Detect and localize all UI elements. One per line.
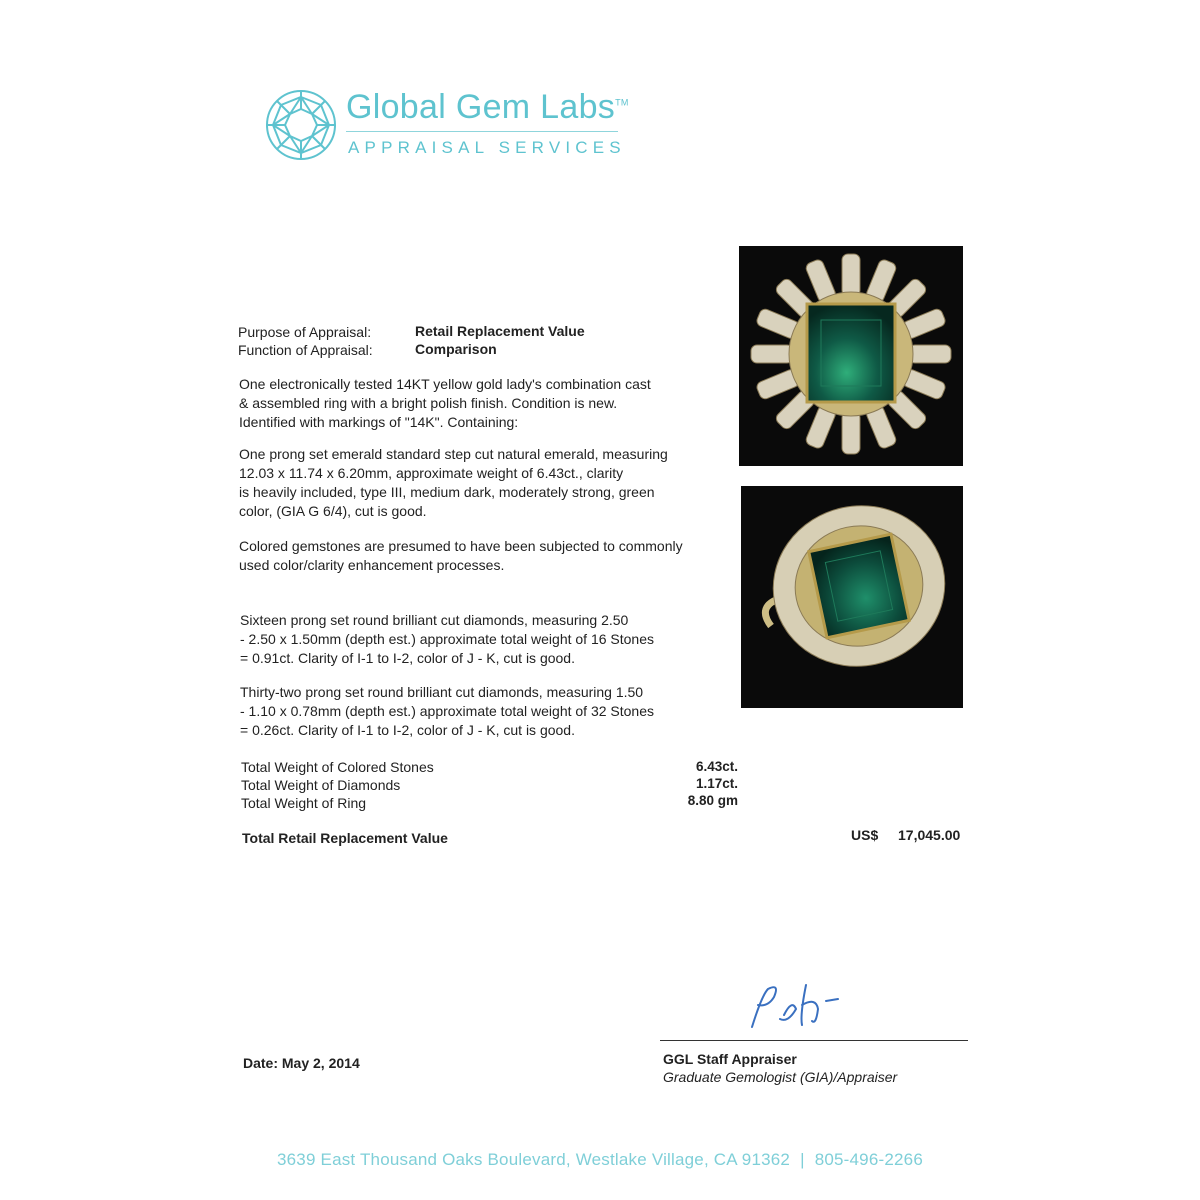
- appraiser-title: GGL Staff Appraiser: [663, 1051, 797, 1067]
- total-diamonds-label: Total Weight of Diamonds: [241, 777, 401, 793]
- purpose-label: Purpose of Appraisal:: [238, 324, 372, 340]
- footer-address: 3639 East Thousand Oaks Boulevard, Westlake Village, CA 91362: [277, 1150, 791, 1169]
- appraisal-date: Date: May 2, 2014: [243, 1055, 360, 1071]
- replacement-value-label: Total Retail Replacement Value: [242, 830, 448, 846]
- trademark: TM: [615, 97, 629, 108]
- brand-divider: [346, 131, 618, 132]
- diamonds-16-description: Sixteen prong set round brilliant cut diamonds, measuring 2.50 - 2.50 x 1.50mm (depth est.) approximate total weight of 16 Stones = 0.91ct. Clarity of I-1 to I-2, color of J - K, cut is good.: [240, 612, 654, 666]
- currency-label: US$: [851, 827, 879, 843]
- brand-subtitle: APPRAISAL SERVICES: [348, 138, 626, 157]
- total-colored-value: 6.43ct.: [695, 759, 738, 774]
- brand-name-text: Global Gem Labs: [346, 88, 616, 126]
- brand-name: [346, 88, 629, 127]
- total-colored-label: Total Weight of Colored Stones: [241, 759, 434, 775]
- total-diamonds-value: 1.17ct.: [695, 776, 738, 791]
- replacement-amount: 17,045.00: [898, 827, 961, 843]
- emerald-description: One prong set emerald standard step cut natural emerald, measuring 12.03 x 11.74 x 6.20mm, approximate weight of 6.43ct., clarity is heavily included, type III, medium dark, moderately strong, green color, (GIA G 6/4), cut is good.: [239, 446, 668, 519]
- footer-contact: [0, 1150, 1200, 1170]
- diamonds-32-description: Thirty-two prong set round brilliant cut diamonds, measuring 1.50 - 1.10 x 0.78mm (depth est.) approximate total weight of 32 Stones = 0.26ct. Clarity of I-1 to I-2, color of J - K, cut is good.: [240, 684, 654, 738]
- function-label: Function of Appraisal:: [238, 342, 373, 358]
- appraiser-signature: [740, 975, 860, 1035]
- purpose-value: Retail Replacement Value: [415, 323, 585, 339]
- total-ring-label: Total Weight of Ring: [241, 795, 367, 811]
- footer-separator: |: [800, 1150, 805, 1169]
- ring-description: One electronically tested 14KT yellow gold lady's combination cast & assembled ring with a bright polish finish. Condition is new. Identified with markings of "14K". Containing:: [239, 376, 651, 430]
- footer-phone: 805-496-2266: [814, 1150, 923, 1169]
- ring-photo-top-view: [739, 246, 963, 466]
- signature-line: [660, 1040, 968, 1041]
- ring-photo-angled-view: [741, 486, 963, 708]
- gem-logo-icon: [264, 88, 338, 162]
- treatment-disclosure: Colored gemstones are presumed to have been subjected to commonly used color/clarity enhancement processes.: [239, 538, 683, 573]
- total-ring-value: 8.80 gm: [687, 793, 738, 808]
- function-value: Comparison: [415, 341, 497, 357]
- appraiser-credentials: Graduate Gemologist (GIA)/Appraiser: [663, 1069, 898, 1085]
